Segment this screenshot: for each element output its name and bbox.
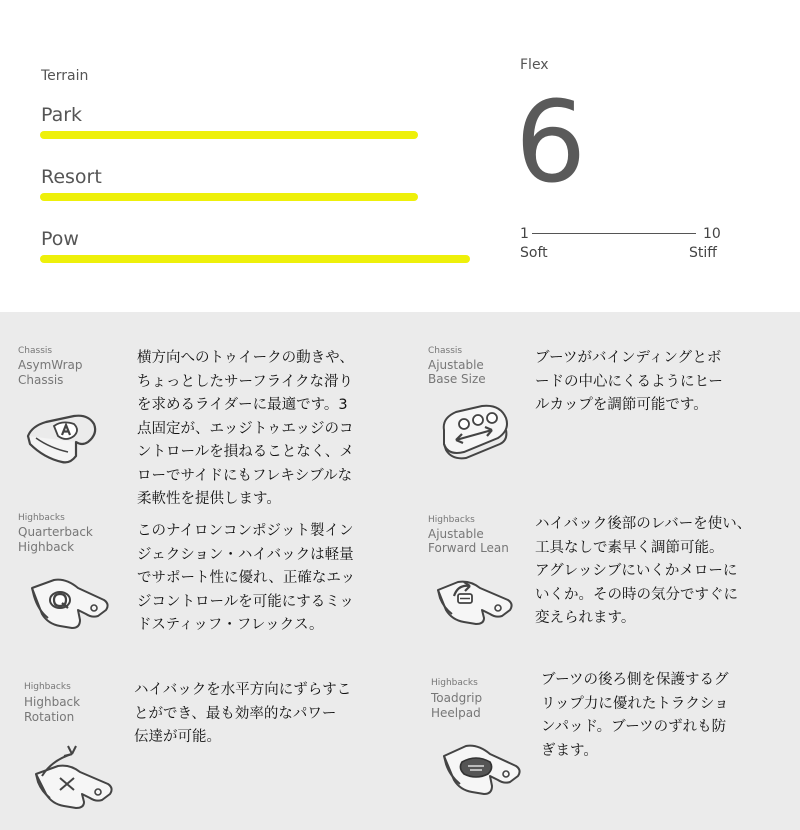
highback-rotation-icon bbox=[28, 740, 123, 819]
feature-description bbox=[541, 669, 729, 763]
specs-panel bbox=[0, 0, 800, 312]
feature-category: Highbacks bbox=[18, 513, 65, 523]
feature-description-line: 柔軟性を提供します。 bbox=[137, 491, 281, 507]
feature-name-line2: Chassis bbox=[18, 373, 64, 387]
terrain-title: Terrain bbox=[41, 68, 89, 84]
feature-category: Highbacks bbox=[428, 515, 475, 525]
feature-description-line: ハイバックを水平方向にずらすこ bbox=[134, 682, 352, 698]
feature-category: Highbacks bbox=[24, 682, 71, 692]
feature-description-line: 伝達が可能。 bbox=[134, 729, 221, 745]
adjustable-base-size-icon bbox=[434, 400, 514, 474]
quarterback-highback-icon bbox=[24, 570, 114, 644]
flex-title: Flex bbox=[520, 57, 549, 73]
feature-name-line2: Forward Lean bbox=[428, 541, 509, 555]
feature-name-line1: Highback bbox=[24, 695, 81, 709]
feature-description bbox=[137, 520, 355, 638]
feature-name-line1: Quarterback bbox=[18, 525, 93, 539]
terrain-label-resort: Resort bbox=[41, 166, 102, 188]
feature-description-line: ブーツの後ろ側を保護するグ bbox=[541, 672, 729, 688]
feature-description-line: ハイバック後部のレバーを使い、 bbox=[535, 516, 752, 532]
terrain-bar-park bbox=[40, 131, 418, 139]
feature-description-line: リップ力に優れたトラクショ bbox=[541, 695, 729, 712]
flex-stiff-label: Stiff bbox=[689, 245, 717, 261]
flex-scale-max: 10 bbox=[703, 226, 721, 242]
feature-description-line: 点固定が、エッジトゥエッジのコ bbox=[137, 420, 354, 437]
feature-description bbox=[134, 679, 351, 750]
toadgrip-heelpad-icon bbox=[436, 736, 526, 810]
feature-name-line1: Toadgrip bbox=[431, 691, 483, 705]
feature-name-line1: Ajustable bbox=[428, 527, 484, 541]
feature-name-line2: Heelpad bbox=[431, 706, 481, 720]
feature-name-line1: Ajustable bbox=[428, 358, 484, 372]
feature-description-line: 変えられます。 bbox=[535, 610, 636, 626]
feature-category: Chassis bbox=[428, 346, 463, 356]
terrain-label-pow: Pow bbox=[41, 228, 79, 250]
terrain-label-park: Park bbox=[41, 104, 83, 126]
flex-scale-min: 1 bbox=[520, 226, 529, 242]
feature-description bbox=[535, 513, 751, 631]
feature-description-line: いくか。その時の気分ですぐに bbox=[535, 586, 738, 603]
flex-scale-line bbox=[532, 233, 696, 234]
feature-description-line: ちょっとしたサーフライクな滑り bbox=[137, 373, 354, 390]
feature-description-line: ローでサイドにもフレキシブルな bbox=[137, 467, 353, 484]
feature-description-line: ジェクション・ハイバックは軽量 bbox=[137, 546, 354, 563]
feature-description-line: ジコントロールを可能にするミッ bbox=[137, 593, 354, 610]
feature-category: Chassis bbox=[18, 346, 53, 356]
feature-description-line: ードの中心にくるようにヒー bbox=[535, 373, 723, 390]
flex-value: 6 bbox=[515, 78, 587, 208]
feature-description-line: ぎます。 bbox=[541, 742, 598, 759]
asymwrap-chassis-icon bbox=[22, 402, 112, 476]
feature-description-line: 工具なしで素早く調節可能。 bbox=[535, 539, 724, 556]
flex-soft-label: Soft bbox=[520, 245, 548, 261]
feature-name-line1: AsymWrap bbox=[18, 358, 83, 372]
feature-description-line: ントロールを損ねることなく、メ bbox=[137, 444, 354, 460]
feature-description-line: ドスティッフ・フレックス。 bbox=[137, 617, 324, 633]
feature-description-line: アグレッシブにいくかメローに bbox=[535, 563, 738, 579]
feature-name-line2: Base Size bbox=[428, 372, 486, 386]
feature-description-line: を求めるライダーに最適です。3 bbox=[137, 397, 348, 413]
feature-description-line: 横方向へのトゥイークの動きや、 bbox=[137, 350, 354, 366]
feature-description bbox=[137, 347, 354, 512]
feature-category: Highbacks bbox=[431, 678, 478, 688]
feature-description-line: ルカップを調節可能です。 bbox=[535, 397, 708, 413]
adjustable-forward-lean-icon bbox=[432, 570, 517, 634]
terrain-bar-resort bbox=[40, 193, 418, 201]
feature-description-line: このナイロンコンポジット製イン bbox=[137, 523, 354, 539]
feature-description-line: ブーツがバインディングとボ bbox=[535, 350, 722, 366]
feature-description bbox=[535, 347, 723, 418]
feature-name-line2: Rotation bbox=[24, 710, 75, 724]
features-panel bbox=[0, 312, 800, 830]
feature-description-line: ンパッド。ブーツのずれも防 bbox=[541, 719, 727, 735]
terrain-bar-pow bbox=[40, 255, 470, 263]
feature-name-line2: Highback bbox=[18, 540, 75, 554]
feature-description-line: でサポート性に優れ、正確なエッ bbox=[137, 570, 356, 586]
feature-description-line: とができ、最も効率的なパワー bbox=[134, 705, 337, 722]
